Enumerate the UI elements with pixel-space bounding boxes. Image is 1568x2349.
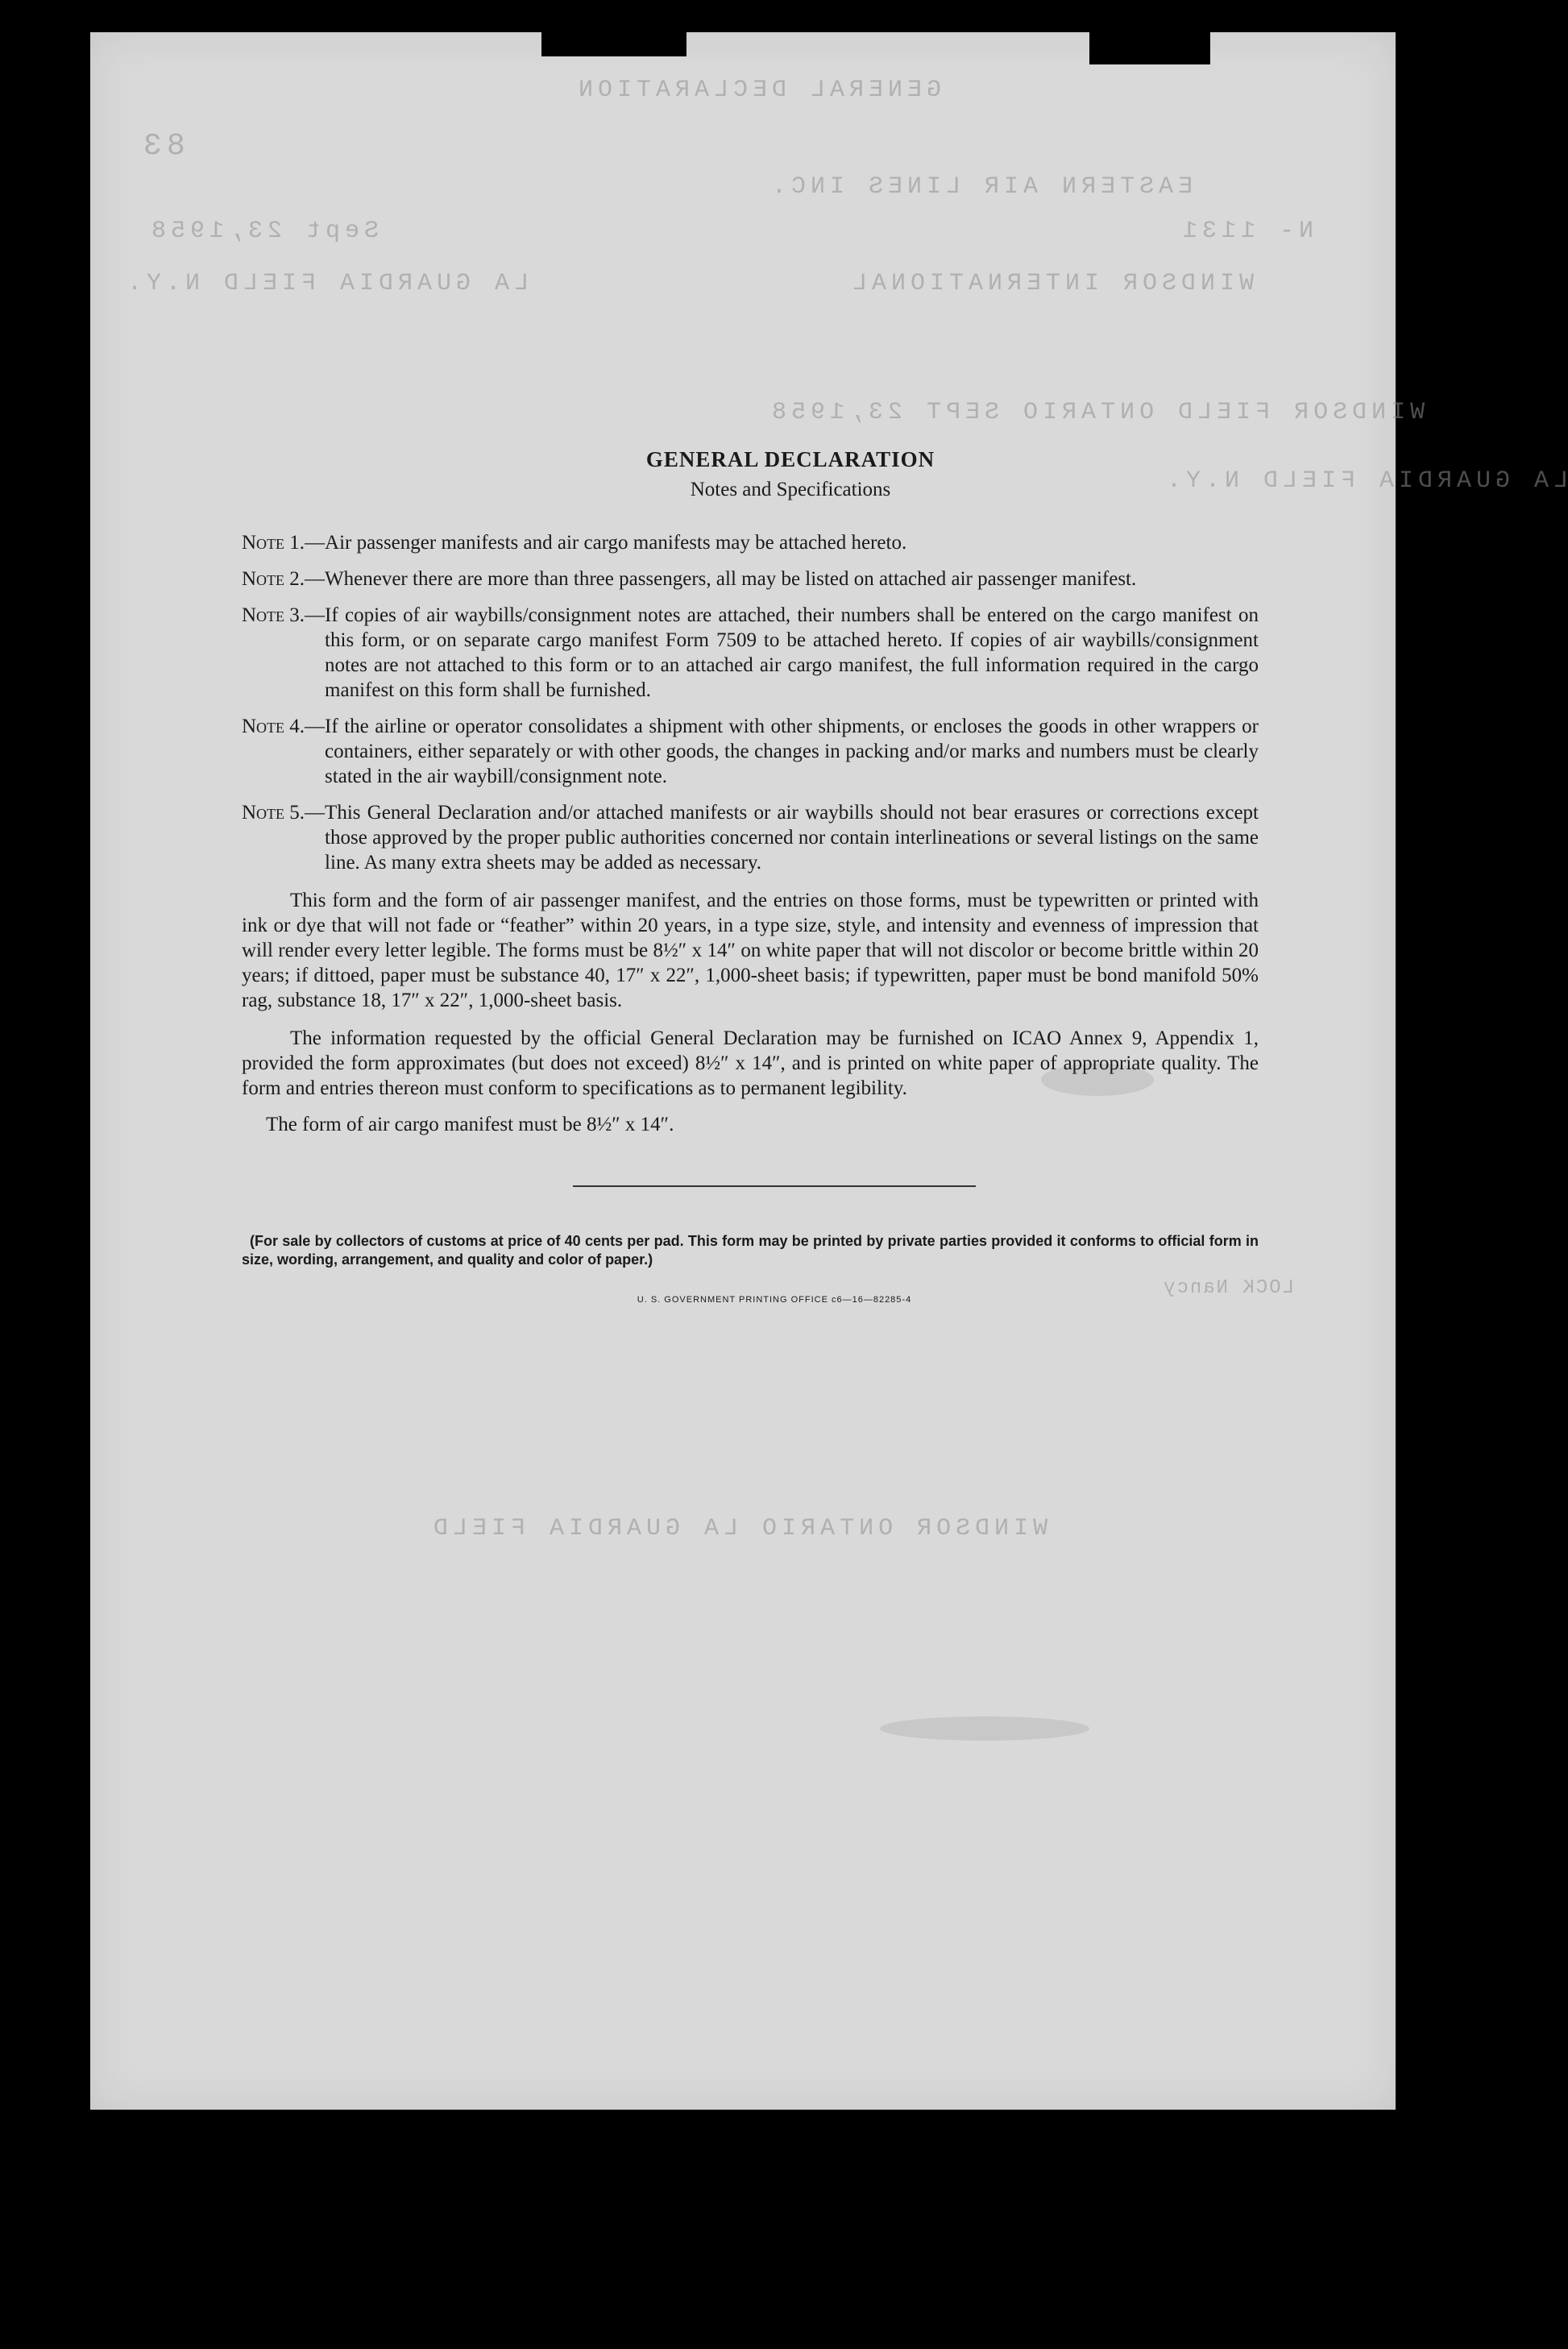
sale-notice: (For sale by collectors of customs at price of 40 cents per pad. This form may be printed by private parties provided it conforms to official form in size, wording, arrangement, and quality and color of paper.) bbox=[242, 1233, 1259, 1268]
note-3 bbox=[242, 603, 1259, 703]
bleed-through-arrival-repeat: LA GUARDIA FIELD N.Y. bbox=[1162, 467, 1568, 495]
note-text: If the airline or operator consolidates a shipment with other shipments, or encloses the goods in other wrappers or containers, either separately or with other goods, the changes in packing and/or marks and numbers must be clearly stated in the air waybill/consignment note. bbox=[325, 716, 1259, 787]
note-label: Note 1.— bbox=[242, 532, 326, 554]
note-label: Note 3.— bbox=[242, 604, 326, 626]
bleed-through-signature: LOCK Nancy bbox=[1162, 1277, 1295, 1299]
note-text: Whenever there are more than three passengers, all may be listed on attached air passenger manifest. bbox=[325, 568, 1137, 590]
note-1 bbox=[242, 530, 1259, 555]
bleed-through-departure-repeat: WINDSOR FIELD ONTARIO SEPT 23,1958 bbox=[767, 399, 1425, 426]
bleed-through-airline: EASTERN AIR LINES INC. bbox=[767, 173, 1193, 201]
notes-and-specifications bbox=[242, 447, 1259, 1305]
torn-edge bbox=[541, 32, 687, 56]
bleed-through-page-number: 83 bbox=[139, 129, 185, 164]
divider-rule bbox=[573, 1185, 976, 1187]
icao-paragraph: The information requested by the official General Declaration may be furnished on ICAO Annex 9, Appendix 1, provided the form approximates (but does not exceed) 8½″ x 14″, and is printed on white paper of appropriate quality. The form and entries thereon must conform to specifications as to permanent legibility. bbox=[242, 1027, 1259, 1099]
note-text: This General Declaration and/or attached manifests or air waybills should not bear erasures or corrections except those approved by the proper public authorities concerned nor contain interlineations or several listings on the same line. As many extra sheets may be added as necessary. bbox=[325, 802, 1259, 874]
bleed-through-date: Sept 23,1958 bbox=[147, 218, 380, 245]
note-label: Note 2.— bbox=[242, 568, 326, 590]
note-4 bbox=[242, 714, 1259, 789]
note-label: Note 5.— bbox=[242, 802, 326, 824]
bleed-through-arrival: LA GUARDIA FIELD N.Y. bbox=[122, 270, 529, 297]
bleed-through-header: GENERAL DECLARATION bbox=[574, 77, 942, 104]
note-2 bbox=[242, 566, 1259, 591]
torn-edge bbox=[1089, 32, 1210, 64]
printer-imprint: U. S. GOVERNMENT PRINTING OFFICE c6—16—82285-4 bbox=[637, 1295, 912, 1305]
bleed-through-flight: N- 1131 bbox=[1178, 218, 1314, 245]
note-label: Note 4.— bbox=[242, 716, 326, 737]
document-subtitle: Notes and Specifications bbox=[690, 479, 891, 500]
note-text: Air passenger manifests and air cargo manifests may be attached hereto. bbox=[325, 532, 907, 554]
note-5 bbox=[242, 800, 1259, 875]
form-specification-paragraph: This form and the form of air passenger manifest, and the entries on those forms, must be typewritten or printed with ink or dye that will not fade or “feather” within 20 years, in a type size, style, and intensity and evenness of impression that will render every letter legible. The forms must be 8½″ x 14″ on white paper that will not discolor or become brittle within 20 years; if dittoed, paper must be substance 40, 17″ x 22″, 1,000-sheet basis; if typewritten, paper must be bond manifold 50% rag, substance 18, 17″ x 22″, 1,000-sheet basis. bbox=[242, 890, 1259, 1011]
notes-list bbox=[242, 530, 1259, 875]
document-title: GENERAL DECLARATION bbox=[645, 447, 935, 471]
smudge bbox=[880, 1716, 1089, 1741]
cargo-manifest-size-note: The form of air cargo manifest must be 8½″ x 14″. bbox=[266, 1114, 674, 1135]
bleed-through-lower-block: WINDSOR ONTARIO LA GUARDIA FIELD bbox=[429, 1515, 1048, 1542]
bleed-through-departure: WINDSOR INTERNATIONAL bbox=[848, 270, 1255, 297]
note-text: If copies of air waybills/consignment notes are attached, their numbers shall be entered on the cargo manifest on this form, or on separate cargo manifest Form 7509 to be attached hereto. If copies of air waybills/consignment notes are not attached to this form or to an attached air cargo manifest, the full information required in the cargo manifest on this form shall be furnished. bbox=[325, 604, 1259, 701]
